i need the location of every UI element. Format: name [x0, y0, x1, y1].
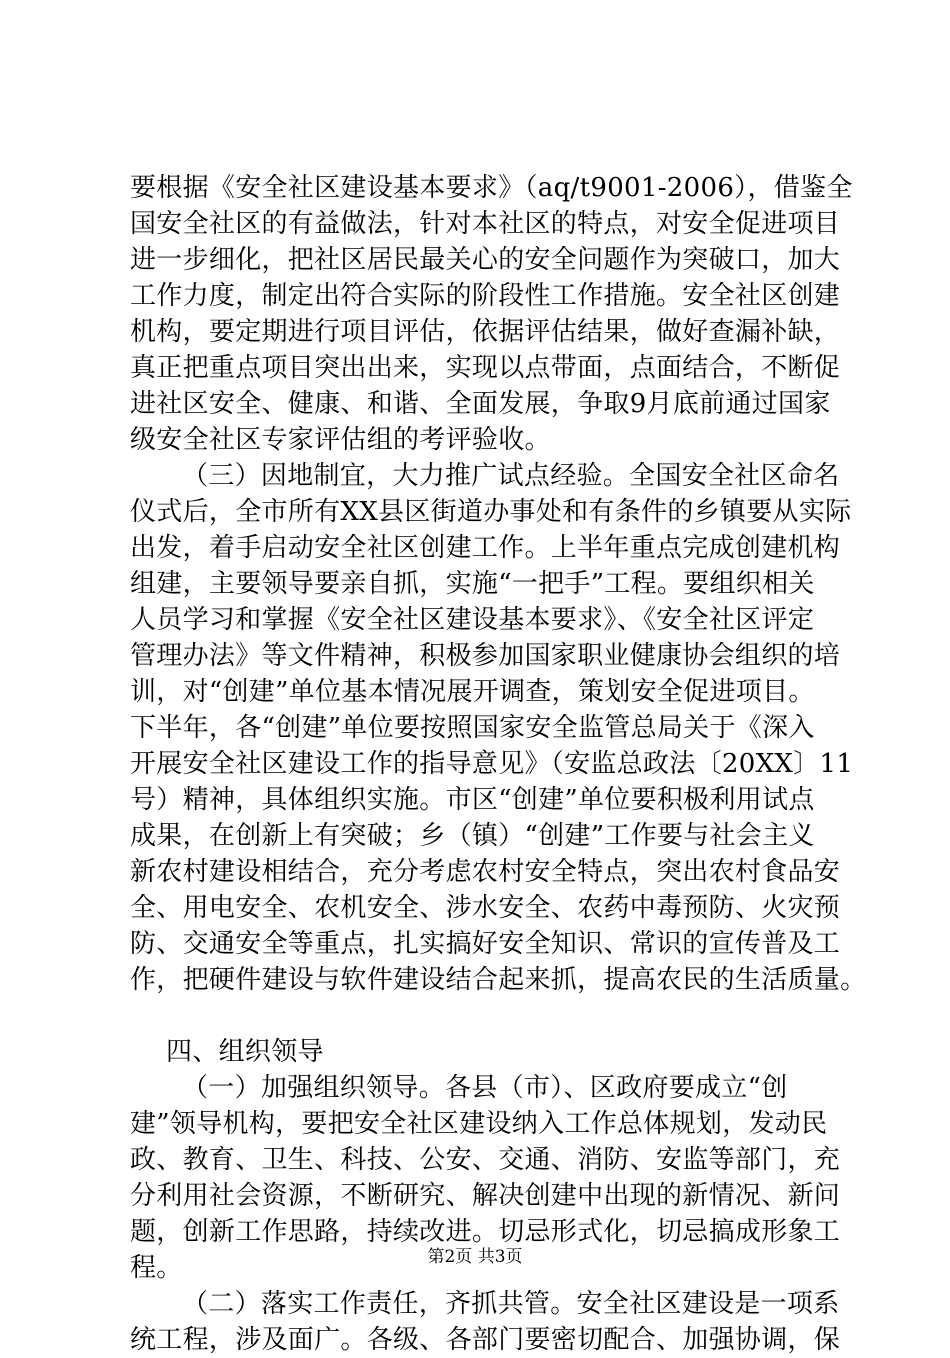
body-line: 训，对“创建”单位基本情况展开调查，策划安全促进项目。: [130, 677, 815, 707]
body-line: 题，创新工作思路，持续改进。切忌形式化，切忌搞成形象工: [130, 1217, 841, 1247]
body-line: 号）精神，具体组织实施。市区“创建”单位要积极利用试点: [130, 785, 815, 815]
body-line: 进一步细化，把社区居民最关心的安全问题作为突破口，加大: [130, 245, 841, 275]
paragraph-gap: [130, 998, 820, 1034]
body-line: 管理办法》等文件精神，积极参加国家职业健康协会组织的培: [130, 641, 841, 671]
body-line: 分利用社会资源，不断研究、解决创建中出现的新情况、新问: [130, 1181, 841, 1211]
body-line: 政、教育、卫生、科技、公安、交通、消防、安监等部门，充: [130, 1145, 841, 1175]
paragraph-start-line: （二）落实工作责任，齐抓共管。安全社区建设是一项系: [182, 1289, 840, 1319]
body-line: 机构，要定期进行项目评估，依据评估结果，做好查漏补缺，: [130, 317, 841, 347]
body-line: 国安全社区的有益做法，针对本社区的特点，对安全促进项目: [130, 209, 841, 239]
body-line: 组建，主要领导要亲自抓，实施“一把手”工程。要组织相关: [130, 569, 815, 599]
body-line: 仪式后，全市所有XX县区街道办事处和有条件的乡镇要从实际: [130, 497, 852, 527]
page-footer: 第2页 共3页: [427, 1247, 523, 1267]
body-line: 人员学习和掌握《安全社区建设基本要求》、《安全社区评定: [130, 605, 815, 635]
body-line: 防、交通安全等重点，扎实搞好安全知识、常识的宣传普及工: [130, 929, 841, 959]
body-line: 作，把硬件建设与软件建设结合起来抓，提高农民的生活质量。: [130, 965, 867, 995]
body-line: 出发，着手启动安全社区创建工作。上半年重点完成创建机构: [130, 533, 841, 563]
body-line: 统工程，涉及面广。各级、各部门要密切配合、加强协调，保: [130, 1325, 841, 1355]
body-line: 全、用电安全、农机安全、涉水安全、农药中毒预防、火灾预: [130, 893, 841, 923]
body-line: 真正把重点项目突出出来，实现以点带面，点面结合，不断促: [130, 353, 841, 383]
document-body: [130, 170, 867, 1358]
body-line: 进社区安全、健康、和谐、全面发展，争取9月底前通过国家: [130, 389, 831, 419]
body-line: 工作力度，制定出符合实际的阶段性工作措施。安全社区创建: [130, 281, 841, 311]
body-line: 要根据《安全社区建设基本要求》（aq/t9001-2006），借鉴全: [130, 173, 853, 203]
body-line: 级安全社区专家评估组的考评验收。: [130, 425, 551, 455]
paragraph-start-line: （三）因地制宜，大力推广试点经验。全国安全社区命名: [182, 461, 840, 491]
body-line: 开展安全社区建设工作的指导意见》（安监总政法〔20XX〕11: [130, 749, 854, 779]
body-line: 下半年，各“创建”单位要按照国家安全监管总局关于《深入: [130, 713, 815, 743]
body-line: 建”领导机构，要把安全社区建设纳入工作总体规划，发动民: [130, 1109, 828, 1139]
section-heading: 四、组织领导: [166, 1037, 324, 1067]
body-line: 程。: [130, 1253, 183, 1283]
body-line: 新农村建设相结合，充分考虑农村安全特点，突出农村食品安: [130, 857, 841, 887]
body-line: 成果，在创新上有突破；乡（镇）“创建”工作要与社会主义: [130, 821, 815, 851]
paragraph-start-line: （一）加强组织领导。各县（市）、区政府要成立“创: [182, 1073, 788, 1103]
